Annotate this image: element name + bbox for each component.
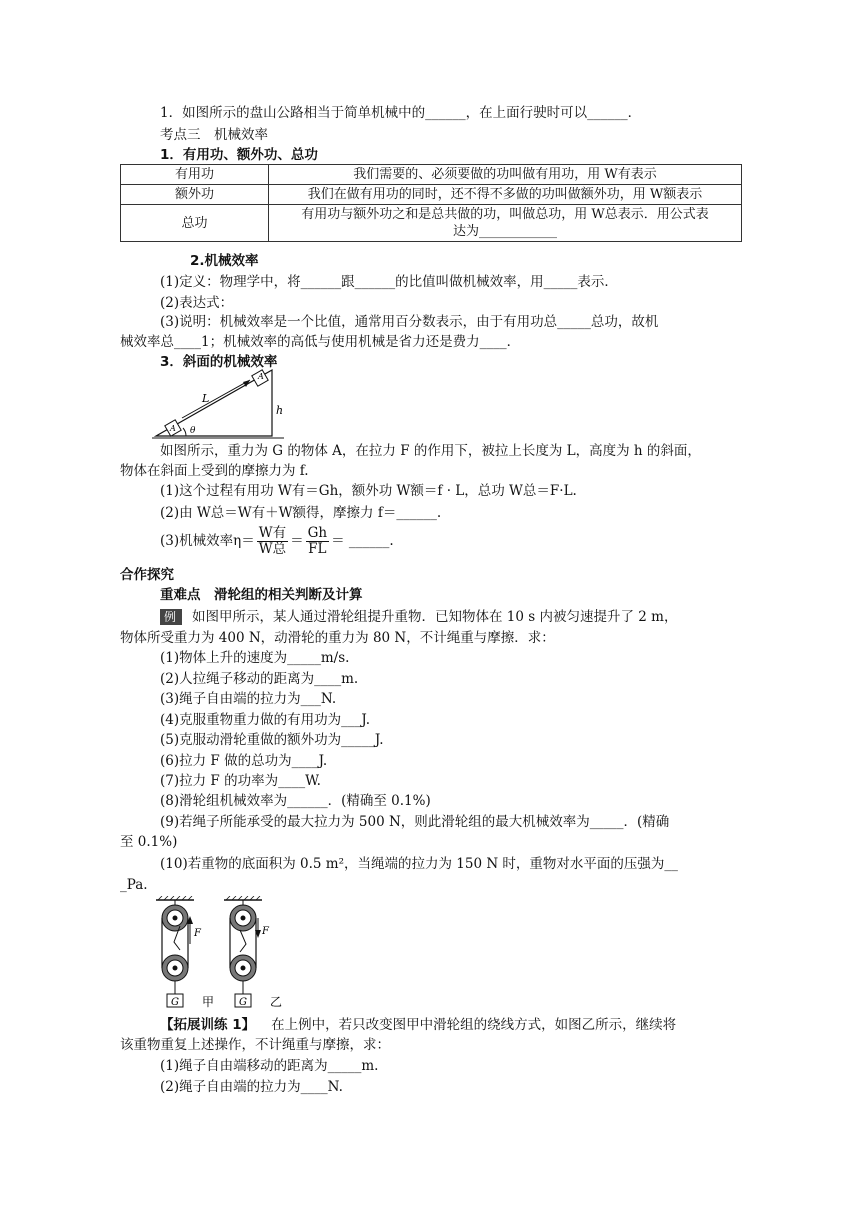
explanation-line-2: 械效率总____1；机械效率的高低与使用机械是省力还是费力____． [120, 334, 521, 350]
incline-question-1: (1)这个过程有用功 W有＝Gh，额外功 W额＝f · L，总功 W总＝F·L. [160, 483, 577, 499]
list-item: (9)若绳子所能承受的最大拉力为 500 N，则此滑轮组的最大机械效率为_____．(精确 [160, 814, 670, 830]
table-row [121, 185, 742, 205]
subsection-3-title: 3．斜面的机械效率 [160, 354, 278, 370]
list-item: (10)若重物的底面积为 0.5 m²，当绳端的拉力为 150 N 时，重物对水平面的压强为__ [160, 856, 678, 872]
subsection-2-title: 2.机械效率 [190, 253, 259, 269]
example-line-1 [160, 608, 677, 626]
list-item: 至 0.1%) [120, 834, 178, 850]
fraction-gh-denominator: FL [308, 541, 327, 557]
incline-label-L: L [202, 392, 210, 405]
list-item: (1)绳子自由端移动的距离为_____m. [160, 1058, 379, 1074]
equals-sign: ＝ [290, 533, 304, 549]
question-1: 1．如图所示的盘山公路相当于简单机械中的______，在上面行驶时可以______． [160, 105, 642, 121]
section-3-title: 考点三 机械效率 [160, 127, 268, 143]
list-item: _Pa. [120, 877, 148, 893]
force-label-yi: F [262, 926, 269, 937]
incline-label-h: h [276, 404, 284, 417]
weight-label-jia: G [171, 997, 179, 1008]
list-item: (2)绳子自由端的拉力为____N. [160, 1079, 343, 1095]
example-line-2: 物体所受重力为 400 N，动滑轮的重力为 80 N，不计绳重与摩擦．求： [120, 630, 555, 646]
weight-label-yi: G [239, 997, 247, 1008]
incline-label-theta: θ [190, 426, 196, 436]
subsection-1-title: 1．有用功、额外功、总功 [160, 147, 318, 163]
list-item: (1)物体上升的速度为_____m/s. [160, 650, 350, 666]
table-row [121, 165, 742, 185]
fraction-gh [306, 526, 329, 557]
incline-text-2: 物体在斜面上受到的摩擦力为 f. [120, 463, 309, 479]
explanation-line-1: (3)说明：机械效率是一个比值，通常用百分数表示，由于有用功总_____总功，故机 [160, 314, 659, 330]
incline-text-1: 如图所示，重力为 G 的物体 A，在拉力 F 的作用下，被拉上长度为 L，高度为 h 的斜面， [160, 443, 701, 459]
desc-useful-work: 我们需要的、必须要做的功叫做有用功，用 W有表示 [269, 165, 742, 185]
list-item: (4)克服重物重力做的有用功为___J. [160, 712, 371, 728]
incline-question-2: (2)由 W总＝W有＋W额得，摩擦力 f＝______. [160, 505, 442, 521]
expression-line: (2)表达式： [160, 295, 234, 311]
term-useful-work: 有用功 [121, 165, 269, 185]
example-tag: 例 [160, 609, 182, 625]
example-text-1: 如图甲所示，某人通过滑轮组提升重物．已知物体在 10 s 内被匀速提升了 2 m， [192, 609, 678, 625]
extension-line-2: 该重物重复上述操作，不计绳重与摩擦，求： [120, 1037, 390, 1053]
fraction-w [257, 526, 288, 557]
key-point-title: 重难点 滑轮组的相关判断及计算 [160, 587, 363, 603]
efficiency-suffix: ＝ ______. [331, 533, 394, 549]
list-item: (6)拉力 F 做的总功为____J. [160, 753, 328, 769]
extension-text-1: 在上例中，若只改变图甲中滑轮组的绕线方式，如图乙所示，继续将 [271, 1017, 677, 1033]
extension-title: 【拓展训练 1】 [160, 1017, 256, 1033]
efficiency-prefix: (3)机械效率η＝ [160, 533, 255, 549]
incline-diagram [150, 366, 290, 442]
pulley-system-jia [156, 896, 214, 1009]
pulley-system-yi [224, 896, 282, 1009]
desc-total-work-line1: 有用功与额外功之和是总共做的功，叫做总功，用 W总表示．用公式表 [301, 207, 709, 222]
pulley-diagram [150, 896, 300, 1012]
label-jia: 甲 [202, 995, 215, 1009]
list-item: (2)人拉绳子移动的距离为____m. [160, 671, 359, 687]
fraction-gh-numerator: Gh [307, 525, 328, 541]
extension-line-1 [160, 1016, 676, 1034]
term-extra-work: 额外功 [121, 185, 269, 205]
work-definition-table [120, 164, 742, 242]
list-item: (7)拉力 F 的功率为____W. [160, 773, 321, 789]
incline-question-3 [160, 524, 394, 558]
desc-total-work-line2: 达为____________ [452, 224, 557, 239]
incline-label-A-top: A [258, 372, 264, 381]
label-yi: 乙 [270, 995, 283, 1009]
fraction-w-denominator: W总 [258, 541, 287, 557]
list-item: (3)绳子自由端的拉力为___N. [160, 691, 337, 707]
desc-extra-work: 我们在做有用功的同时，还不得不多做的功叫做额外功，用 W额表示 [269, 185, 742, 205]
list-item: (5)克服动滑轮重做的额外功为_____J. [160, 732, 384, 748]
force-label-jia: F [194, 928, 201, 939]
cooperation-title: 合作探究 [120, 567, 174, 583]
definition-line: (1)定义：物理学中，将______跟______的比值叫做机械效率，用_____表示． [160, 274, 618, 290]
incline-label-A-bottom: A [170, 424, 176, 433]
term-total-work: 总功 [121, 205, 269, 242]
fraction-w-numerator: W有 [258, 525, 287, 541]
list-item: (8)滑轮组机械效率为______．(精确至 0.1%) [160, 793, 431, 809]
desc-total-work [269, 205, 742, 242]
table-row [121, 205, 742, 242]
